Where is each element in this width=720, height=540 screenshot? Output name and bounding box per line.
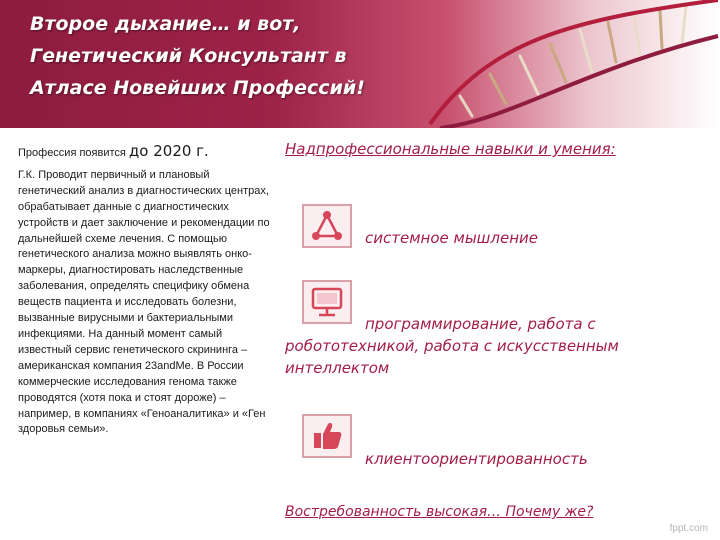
triangle-network-icon (302, 204, 352, 248)
skill-line: клиентоориентированность (365, 450, 588, 468)
thumbs-up-icon (302, 414, 352, 458)
title-line-3: Атласе Новейших Профессий! (30, 77, 365, 99)
demand-link[interactable]: Востребованность высокая… Почему же? (285, 504, 594, 520)
skill-programming (285, 313, 705, 379)
appear-year: до 2020 г. (128, 142, 209, 160)
watermark: fppt.com (669, 523, 708, 534)
appear-line (18, 144, 270, 162)
skill-line: программирование, работа с (365, 315, 596, 333)
slide-title (30, 8, 430, 104)
profession-description (18, 144, 270, 438)
title-line-1: Второе дыхание… и вот, (30, 13, 301, 35)
appear-prefix: Профессия появится (18, 147, 129, 159)
skill-client-orientation (365, 448, 588, 470)
description-text: Г.К. Проводит первичный и плановый генетический анализ в диагностических центрах, обрабатывает данные с диагностических устройств и дает заключение и рекомендации по дальнейшей схеме лечения. С помощью генетического анализа можно выявлять онко-маркеры, диагностировать наследственные заболевания, определять специфику обмена веществ пациента и исследовать болезни, вызванные вирусными и бактериальными инфекциями. На данный момент самый известный сервис генетического скрининга – американская компания 23andMe. В России коммерческие исследования генома также проводятся (хотя пока и стоят дороже) – например, в компаниях «Геноаналитика» и «Ген здоровья семьи». (18, 168, 270, 436)
header-banner (0, 0, 720, 128)
skills-heading: Надпрофессиональные навыки и умения: (285, 140, 616, 158)
skill-systems-thinking (365, 227, 538, 249)
title-line-2: Генетический Консультант в (30, 45, 347, 67)
skill-line: робототехникой, работа с искусственным (285, 337, 619, 355)
dna-helix-image (420, 0, 720, 128)
skill-line: системное мышление (365, 229, 538, 247)
skill-line: интеллектом (285, 359, 390, 377)
